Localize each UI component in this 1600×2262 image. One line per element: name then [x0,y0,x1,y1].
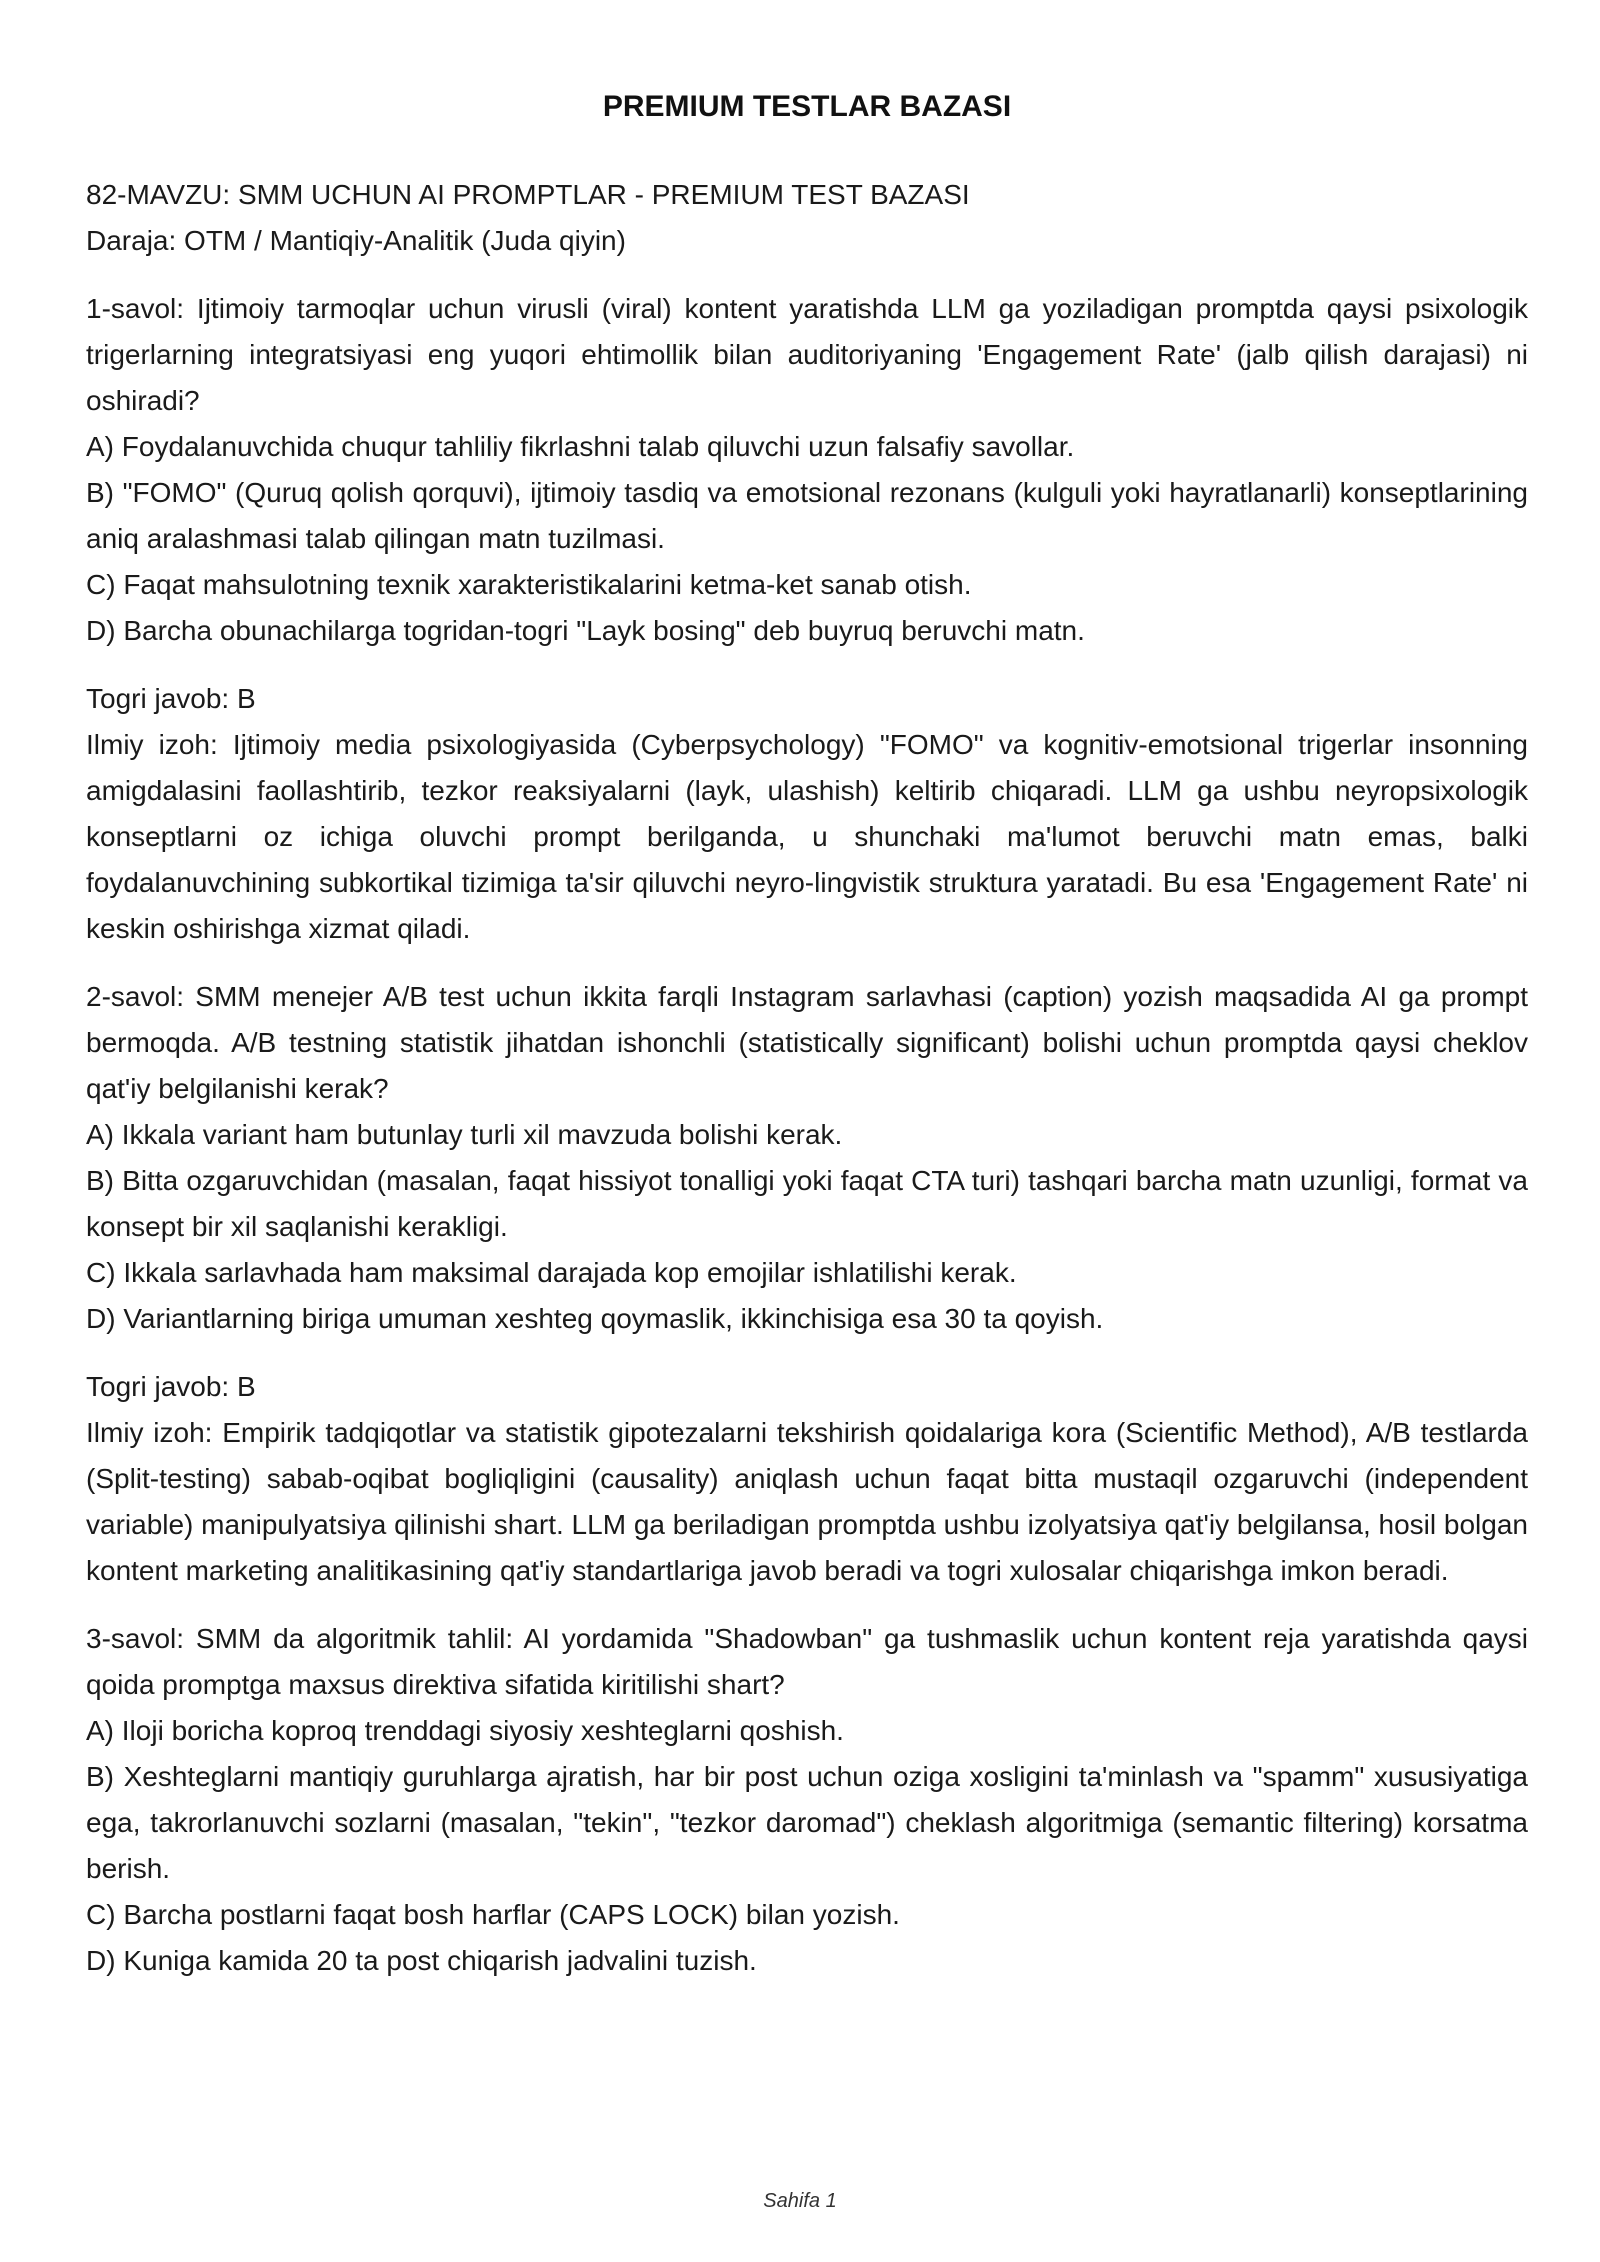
question-text: 2-savol: SMM menejer A/B test uchun ikkita farqli Instagram sarlavhasi (caption) yozish maqsadida AI ga prompt bermoqda. A/B testning statistik jihatdan ishonchli (statistically significant) bolishi uchun promptda qaysi cheklov qat'iy belgilanishi kerak? [86,981,1528,1104]
explanation: Ilmiy izoh: Empirik tadqiqotlar va statistik gipotezalarni tekshirish qoidalariga kora (Scientific Method), A/B testlarda (Split-testing) sabab-oqibat bogliqligini (causality) aniqlash uchun faqat bitta mustaqil ozgaruvchi (independent variable) manipulyatsiya qilinishi shart. LLM ga beriladigan promptda ushbu izolyatsiya qat'iy belgilansa, hosil bolgan kontent marketing analitikasining qat'iy standartlariga javob beradi va togri xulosalar chiqarishga imkon beradi. [86,1417,1528,1586]
document-page [86,90,1528,1984]
option-a: A) Foydalanuvchida chuqur tahliliy fikrlashni talab qiluvchi uzun falsafiy savollar. [86,431,1075,462]
question-text: 1-savol: Ijtimoiy tarmoqlar uchun virusli (viral) kontent yaratishda LLM ga yoziladigan promptda qaysi psixologik trigerlarning integratsiyasi eng yuqori ehtimollik bilan auditoriyaning 'Engagement Rate' (jalb qilish darajasi) ni oshiradi? [86,293,1528,416]
option-b: B) "FOMO" (Quruq qolish qorquvi), ijtimoiy tasdiq va emotsional rezonans (kulguli yoki hayratlanarli) konseptlarining aniq aralashmasi talab qilingan matn tuzilmasi. [86,477,1528,554]
question-3 [86,1616,1528,1984]
answer-2 [86,1364,1528,1594]
option-c: C) Barcha postlarni faqat bosh harflar (CAPS LOCK) bilan yozish. [86,1899,900,1930]
page-number: Sahifa 1 [763,2190,837,2212]
document-title: PREMIUM TESTLAR BAZASI [602,90,1012,123]
option-b: B) Xeshteglarni mantiqiy guruhlarga ajratish, har bir post uchun oziga xosligini ta'minlash va "spamm" xususiyatiga ega, takrorlanuvchi sozlarni (masalan, "tekin", "tezkor daromad") cheklash algoritmiga (semantic filtering) korsatma berish. [86,1761,1528,1884]
question-2 [86,974,1528,1342]
document-meta [86,172,1528,264]
option-a: A) Ikkala variant ham butunlay turli xil mavzuda bolishi kerak. [86,1119,843,1150]
topic-line: 82-MAVZU: SMM UCHUN AI PROMPTLAR - PREMIUM TEST BAZASI [86,179,970,210]
question-text: 3-savol: SMM da algoritmik tahlil: AI yordamida "Shadowban" ga tushmaslik uchun kontent reja yaratishda qaysi qoida promptga maxsus direktiva sifatida kiritilishi shart? [86,1623,1528,1700]
question-1 [86,286,1528,654]
option-b: B) Bitta ozgaruvchidan (masalan, faqat hissiyot tonalligi yoki faqat CTA turi) tashqari barcha matn uzunligi, format va konsept bir xil saqlanishi kerakligi. [86,1165,1528,1242]
option-d: D) Barcha obunachilarga togridan-togri "Layk bosing" deb buyruq beruvchi matn. [86,615,1085,646]
explanation: Ilmiy izoh: Ijtimoiy media psixologiyasida (Cyberpsychology) "FOMO" va kognitiv-emotsional trigerlar insonning amigdalasini faollashtirib, tezkor reaksiyalarni (layk, ulashish) keltirib chiqaradi. LLM ga ushbu neyropsixologik konseptlarni oz ichiga oluvchi prompt berilganda, u shunchaki ma'lumot beruvchi matn emas, balki foydalanuvchining subkortikal tizimiga ta'sir qiluvchi neyro-lingvistik struktura yaratadi. Bu esa 'Engagement Rate' ni keskin oshirishga xizmat qiladi. [86,729,1528,944]
option-c: C) Ikkala sarlavhada ham maksimal darajada kop emojilar ishlatilishi kerak. [86,1257,1017,1288]
option-c: C) Faqat mahsulotning texnik xarakteristikalarini ketma-ket sanab otish. [86,569,972,600]
correct-answer: Togri javob: B [86,1371,256,1402]
correct-answer: Togri javob: B [86,683,256,714]
answer-1 [86,676,1528,952]
option-d: D) Kuniga kamida 20 ta post chiqarish jadvalini tuzish. [86,1945,757,1976]
option-a: A) Iloji boricha koproq trenddagi siyosiy xeshteglarni qoshish. [86,1715,844,1746]
option-d: D) Variantlarning biriga umuman xeshteg qoymaslik, ikkinchisiga esa 30 ta qoyish. [86,1303,1104,1334]
level-line: Daraja: OTM / Mantiqiy-Analitik (Juda qiyin) [86,225,626,256]
